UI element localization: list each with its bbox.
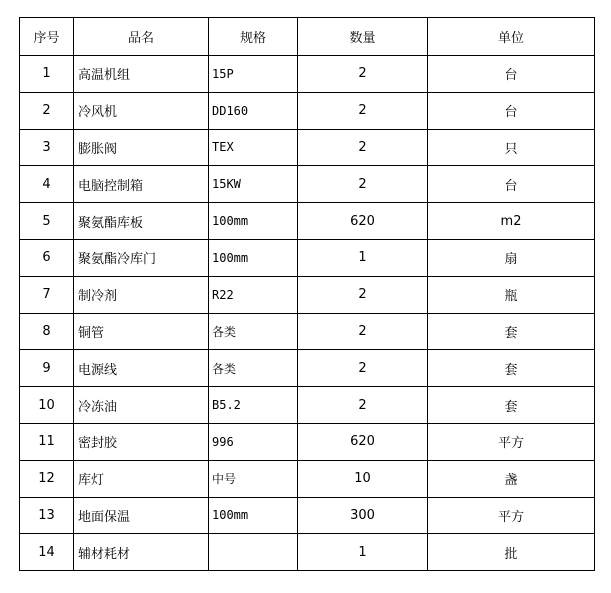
cell-unit: 套 (428, 313, 595, 350)
table-header-row (20, 18, 595, 56)
cell-no: 7 (20, 276, 74, 313)
cell-qty: 2 (298, 387, 428, 424)
table-row (20, 534, 595, 571)
cell-spec: TEX (209, 129, 298, 166)
header-spec: 规格 (209, 18, 298, 56)
table-row (20, 423, 595, 460)
cell-qty: 1 (298, 534, 428, 571)
cell-unit: 扇 (428, 239, 595, 276)
cell-no: 6 (20, 239, 74, 276)
table-row (20, 166, 595, 203)
table-row (20, 56, 595, 93)
cell-qty: 300 (298, 497, 428, 534)
cell-name: 密封胶 (74, 423, 209, 460)
cell-qty: 2 (298, 350, 428, 387)
cell-unit: 套 (428, 387, 595, 424)
cell-name: 制冷剂 (74, 276, 209, 313)
cell-qty: 1 (298, 239, 428, 276)
cell-name: 冷风机 (74, 92, 209, 129)
cell-name: 电脑控制箱 (74, 166, 209, 203)
cell-qty: 620 (298, 423, 428, 460)
cell-no: 8 (20, 313, 74, 350)
header-no: 序号 (20, 18, 74, 56)
cell-no: 1 (20, 56, 74, 93)
header-qty: 数量 (298, 18, 428, 56)
cell-qty: 10 (298, 460, 428, 497)
cell-name: 冷冻油 (74, 387, 209, 424)
cell-spec: 各类 (209, 313, 298, 350)
cell-spec: 100mm (209, 497, 298, 534)
cell-name: 聚氨酯库板 (74, 203, 209, 240)
table-row (20, 460, 595, 497)
header-name: 品名 (74, 18, 209, 56)
cell-qty: 2 (298, 276, 428, 313)
cell-unit: 平方 (428, 497, 595, 534)
table-row (20, 203, 595, 240)
cell-spec: 15KW (209, 166, 298, 203)
cell-unit: 瓶 (428, 276, 595, 313)
cell-no: 13 (20, 497, 74, 534)
cell-qty: 620 (298, 203, 428, 240)
cell-no: 3 (20, 129, 74, 166)
cell-no: 14 (20, 534, 74, 571)
cell-unit: m2 (428, 203, 595, 240)
cell-name: 地面保温 (74, 497, 209, 534)
cell-no: 2 (20, 92, 74, 129)
cell-spec: B5.2 (209, 387, 298, 424)
cell-spec (209, 534, 298, 571)
cell-name: 库灯 (74, 460, 209, 497)
cell-unit: 盏 (428, 460, 595, 497)
cell-qty: 2 (298, 56, 428, 93)
cell-no: 9 (20, 350, 74, 387)
cell-qty: 2 (298, 313, 428, 350)
cell-no: 11 (20, 423, 74, 460)
cell-name: 高温机组 (74, 56, 209, 93)
table-row (20, 276, 595, 313)
cell-spec: 中号 (209, 460, 298, 497)
cell-name: 膨胀阀 (74, 129, 209, 166)
cell-unit: 只 (428, 129, 595, 166)
cell-name: 铜管 (74, 313, 209, 350)
table-row (20, 313, 595, 350)
cell-unit: 台 (428, 166, 595, 203)
cell-unit: 批 (428, 534, 595, 571)
cell-unit: 套 (428, 350, 595, 387)
cell-spec: 各类 (209, 350, 298, 387)
cell-name: 电源线 (74, 350, 209, 387)
header-unit: 单位 (428, 18, 595, 56)
cell-unit: 台 (428, 56, 595, 93)
cell-spec: 100mm (209, 203, 298, 240)
table-row (20, 129, 595, 166)
table-row (20, 92, 595, 129)
equipment-table (19, 17, 595, 571)
cell-name: 聚氨酯冷库门 (74, 239, 209, 276)
cell-name: 辅材耗材 (74, 534, 209, 571)
table-row (20, 497, 595, 534)
cell-unit: 平方 (428, 423, 595, 460)
cell-spec: 100mm (209, 239, 298, 276)
cell-spec: DD160 (209, 92, 298, 129)
table-row (20, 387, 595, 424)
cell-spec: 996 (209, 423, 298, 460)
cell-qty: 2 (298, 129, 428, 166)
cell-spec: 15P (209, 56, 298, 93)
cell-spec: R22 (209, 276, 298, 313)
cell-no: 12 (20, 460, 74, 497)
cell-no: 10 (20, 387, 74, 424)
table-row (20, 350, 595, 387)
cell-qty: 2 (298, 92, 428, 129)
table-body (20, 56, 595, 571)
cell-no: 4 (20, 166, 74, 203)
cell-unit: 台 (428, 92, 595, 129)
table-row (20, 239, 595, 276)
cell-no: 5 (20, 203, 74, 240)
cell-qty: 2 (298, 166, 428, 203)
